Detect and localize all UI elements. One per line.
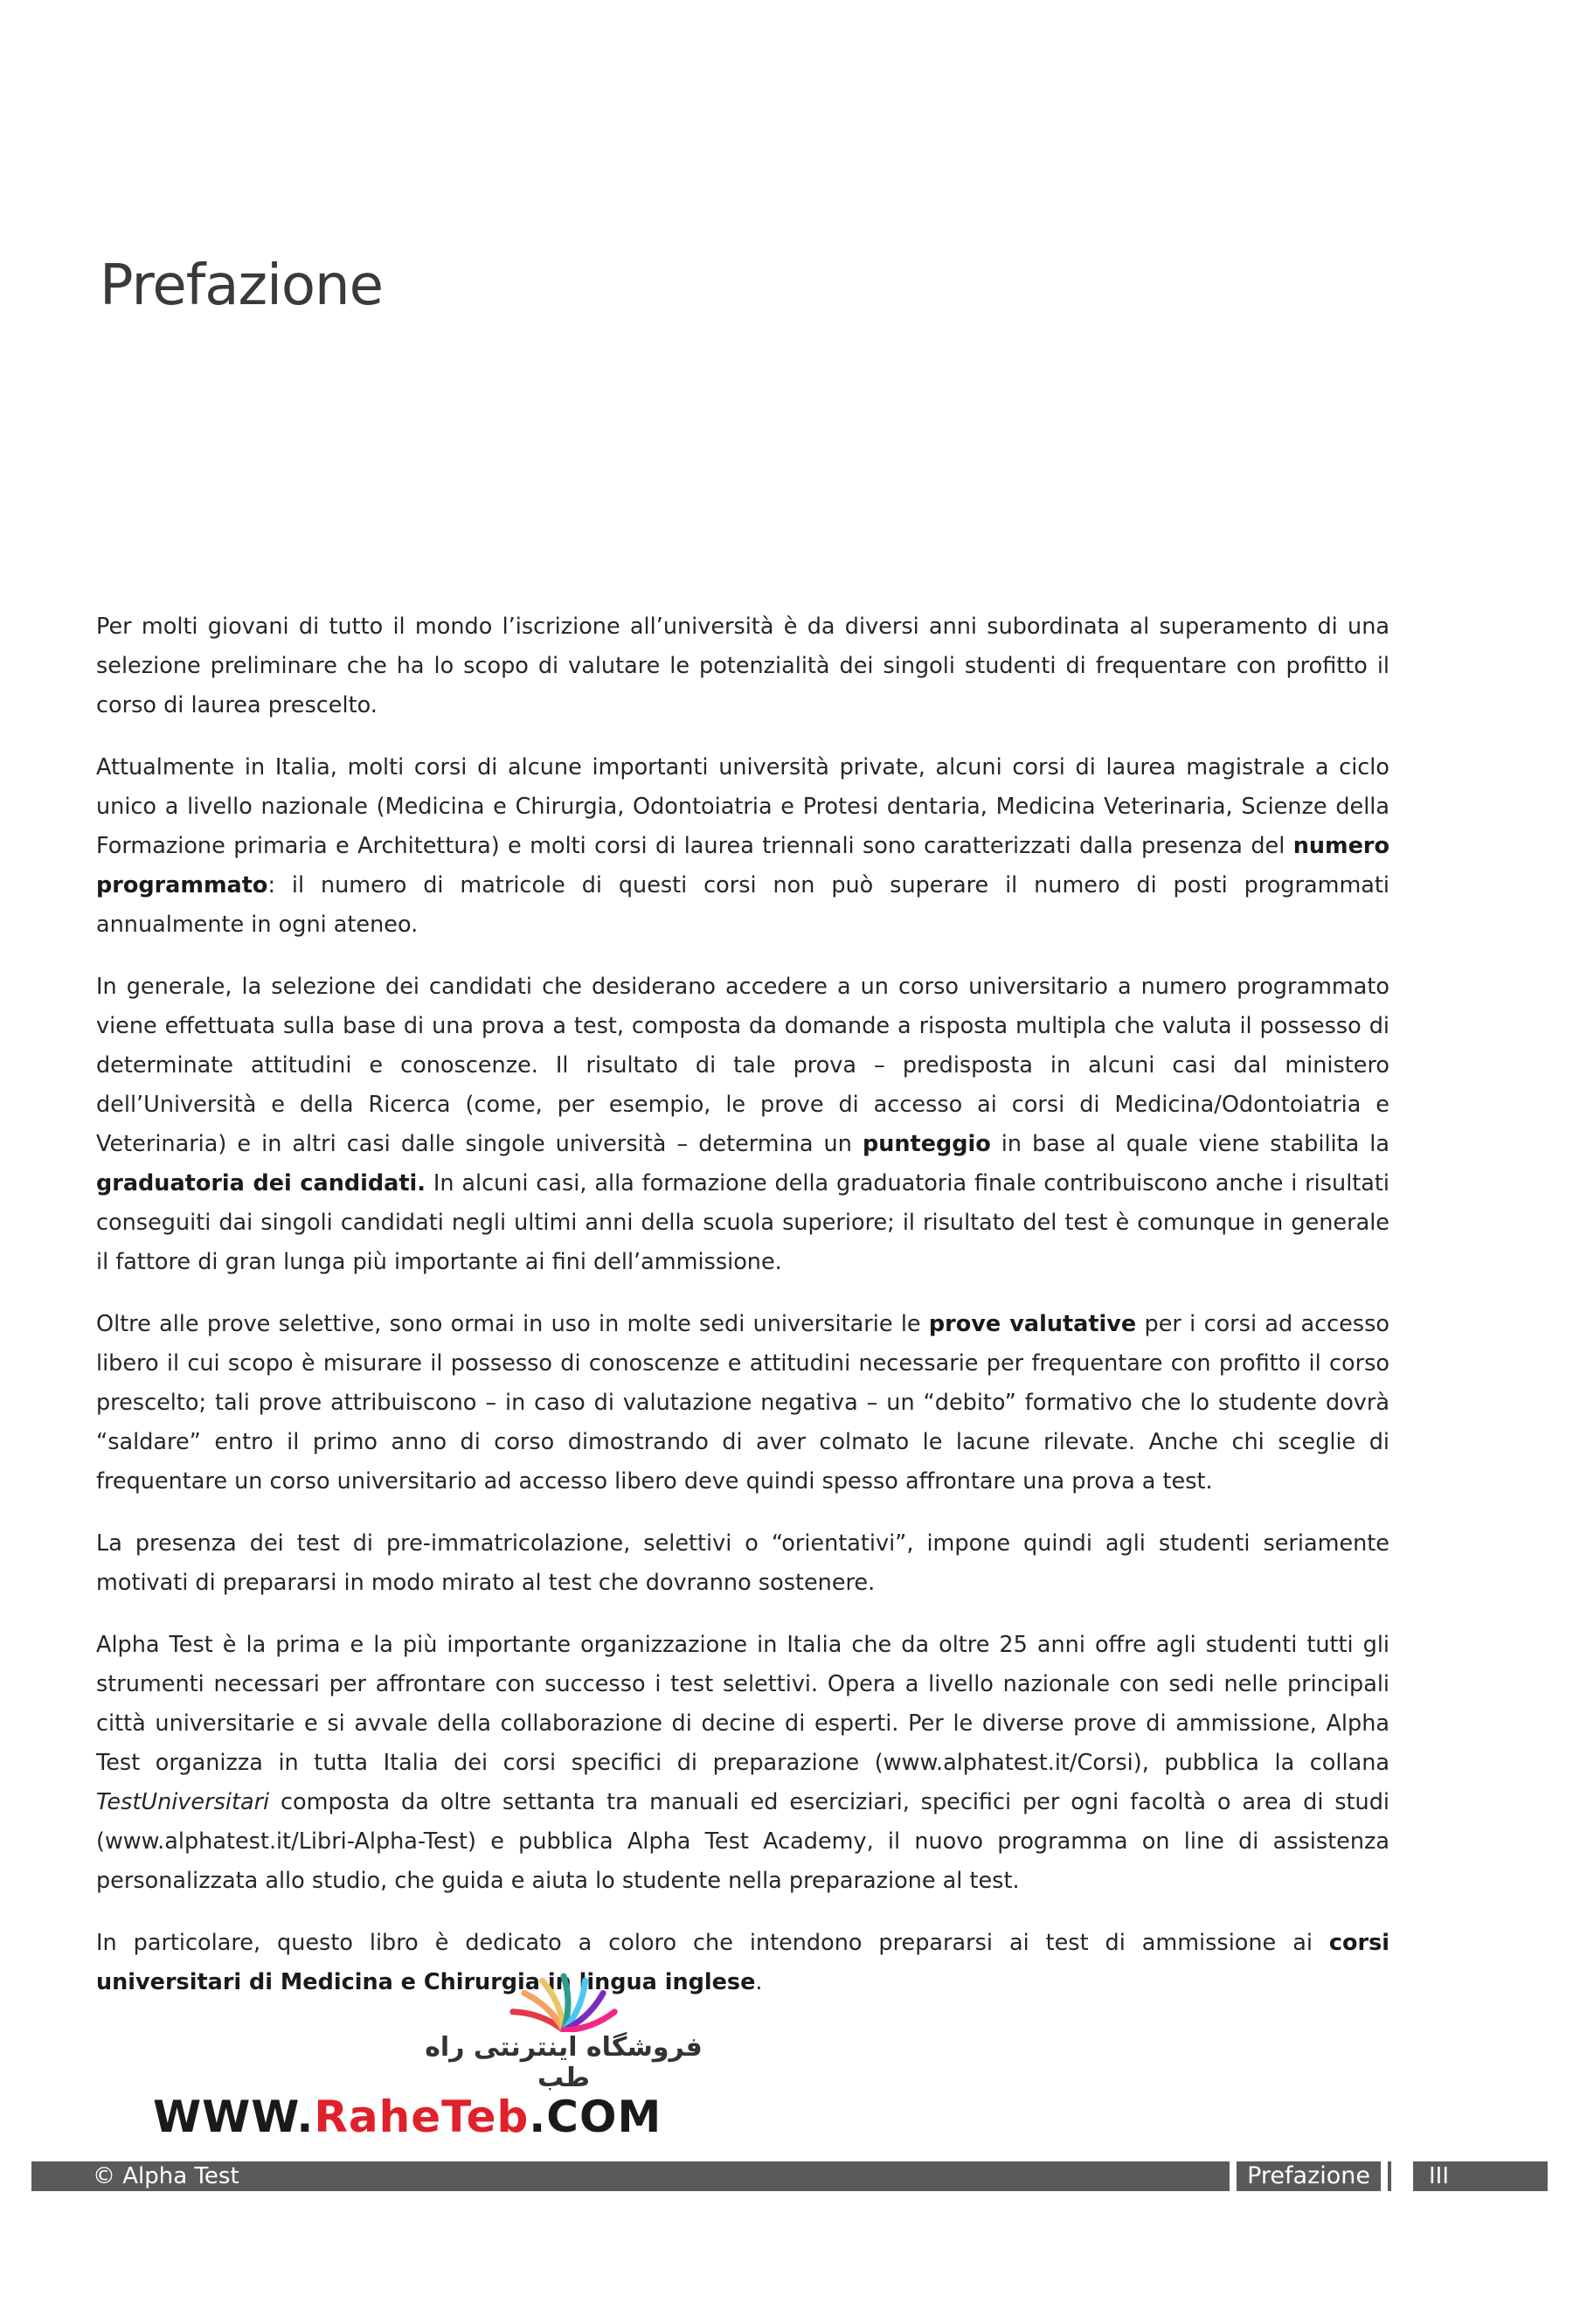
- paragraph-selection: [96, 968, 1389, 1282]
- paragraph-alpha-test: [96, 1626, 1389, 1901]
- paragraph-text: ) e pubblica Alpha Test Academy, il nuovo programma on line di assistenza personalizzata allo studio, che guida e aiuta lo studente nella preparazione al test.: [96, 1828, 1389, 1894]
- watermark-url: [153, 2092, 662, 2142]
- paragraph-text: La presenza dei test di pre-immatricolazione, selettivi o “orientativi”, impone quindi agli studenti seriamente motivati di prepararsi in modo mirato al test che dovranno sostenere.: [96, 1530, 1389, 1596]
- paragraph-intro: [96, 607, 1389, 725]
- italic-series-name: TestUniversitari: [96, 1789, 270, 1815]
- paragraph-preparation: [96, 1524, 1389, 1603]
- paragraph-text: per i corsi ad accesso libero il cui scopo è misurare il possesso di conoscenze e attitudini necessarie per frequentare con profitto il corso prescelto; tali prove attribuiscono – in caso di valutazione negativa – un “debito” formativo che lo studente dovrà “saldare” entro il primo anno di corso dimostrando di aver colmato le lacune rilevate. Anche chi sceglie di frequentare un corso universitario ad accesso libero deve quindi spesso affrontare una prova a test.: [96, 1311, 1389, 1495]
- paragraph-text: : il numero di matricole di questi corsi non può superare il numero di posti programmati annualmente in ogni ateneo.: [96, 872, 1389, 938]
- paragraph-text: composta da oltre settanta tra manuali ed eserciziari, specifici per ogni facoltà o area di studi (: [96, 1789, 1389, 1855]
- paragraph-text: Attualmente in Italia, molti corsi di alcune importanti università private, alcuni corsi di laurea magistrale a ciclo unico a livello nazionale (Medicina e Chirurgia, Odontoiatria e Protesi dentaria, Medicina Veterinaria, Scienze della Formazione primaria e Architettura) e molti corsi di laurea triennali sono caratterizzati dalla presenza del: [96, 754, 1389, 859]
- watermark: [153, 1962, 708, 2172]
- link-libri[interactable]: www.alphatest.it/Libri-Alpha-Test: [104, 1828, 468, 1855]
- footer-copyright: © Alpha Test: [31, 2161, 252, 2191]
- paragraph-text: ), pubblica la collana: [1133, 1750, 1389, 1776]
- bold-term: corsi universitari di Medicina e Chirurgia in lingua inglese: [96, 1930, 1389, 1995]
- preface-body: [96, 607, 1389, 2025]
- paragraph-text: In alcuni casi, alla formazione della graduatoria finale contribuiscono anche i risultati conseguiti dai singoli candidati negli ultimi anni della scuola superiore; il risultato del test è comunque in generale il fattore di gran lunga più importante ai fini dell’ammissione.: [96, 1170, 1389, 1275]
- book-fan-logo-icon: [489, 1962, 638, 2032]
- bold-term: numero programmato: [96, 833, 1389, 898]
- bold-term: punteggio: [862, 1131, 991, 1157]
- bold-term: prove valutative: [928, 1311, 1137, 1337]
- page-number: III: [1413, 2161, 1548, 2191]
- link-corsi[interactable]: www.alphatest.it/Corsi: [883, 1750, 1133, 1776]
- paragraph-prove-valutative: [96, 1305, 1389, 1502]
- paragraph-text: .: [755, 1969, 763, 1995]
- paragraph-text: In particolare, questo libro è dedicato a coloro che intendono prepararsi ai test di ammissione ai: [96, 1930, 1329, 1956]
- watermark-persian-text: فروشگاه اینترنتی راه طب: [425, 2032, 703, 2093]
- paragraph-book-purpose: [96, 1924, 1389, 2002]
- watermark-url-brand: RaheTeb: [314, 2092, 530, 2142]
- paragraph-text: Oltre alle prove selettive, sono ormai in uso in molte sedi universitarie le: [96, 1311, 929, 1337]
- footer-section-title: Prefazione: [1230, 2161, 1388, 2191]
- paragraph-numero-programmato: [96, 748, 1389, 945]
- watermark-url-prefix: WWW.: [153, 2092, 315, 2142]
- paragraph-text: In generale, la selezione dei candidati che desiderano accedere a un corso universitario a numero programmato viene effettuata sulla base di una prova a test, composta da domande a risposta multipla che valuta il possesso di determinate attitudini e conoscenze. Il risultato di tale prova – predisposta in alcuni casi dal ministero dell’Università e della Ricerca (come, per esempio, le prove di accesso ai corsi di Medicina/Odontoiatria e Veterinaria) e in altri casi dalle singole università – determina un: [96, 974, 1389, 1157]
- watermark-url-suffix: .COM: [529, 2092, 662, 2142]
- bold-term: graduatoria dei candidati.: [96, 1170, 426, 1197]
- paragraph-text: Per molti giovani di tutto il mondo l’iscrizione all’università è da diversi anni subordinata al superamento di una selezione preliminare che ha lo scopo di valutare le potenzialità dei singoli studenti di frequentare con profitto il corso di laurea prescelto.: [96, 614, 1389, 718]
- paragraph-text: Alpha Test è la prima e la più importante organizzazione in Italia che da oltre 25 anni offre agli studenti tutti gli strumenti necessari per affrontare con successo i test selettivi. Opera a livello nazionale con sedi nelle principali città universitarie e si avvale della collaborazione di decine di esperti. Per le diverse prove di ammissione, Alpha Test organizza in tutta Italia dei corsi specifici di preparazione (: [96, 1632, 1389, 1776]
- paragraph-text: in base al quale viene stabilita la: [990, 1131, 1389, 1157]
- page-title: Prefazione: [100, 253, 383, 318]
